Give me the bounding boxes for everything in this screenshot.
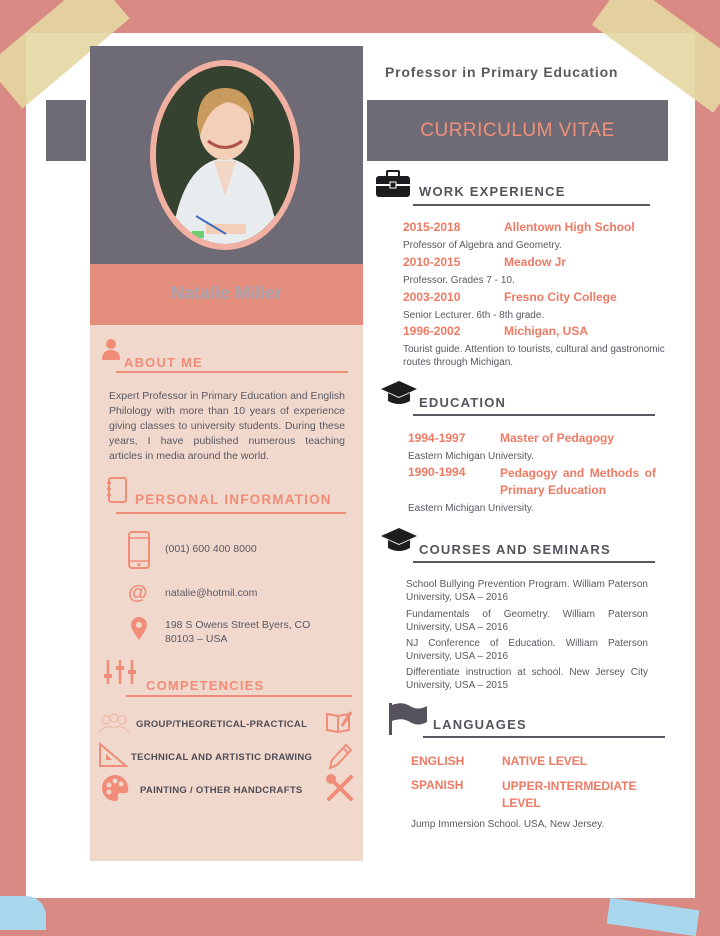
decor-block xyxy=(46,100,86,161)
book-pencil-icon xyxy=(325,710,353,739)
work-place: Meadow Jr xyxy=(504,255,567,269)
divider xyxy=(413,561,655,563)
work-years: 2003-2010 xyxy=(403,290,461,304)
courses-heading: COURSES AND SEMINARS xyxy=(419,542,611,557)
competency-item: PAINTING / OTHER HANDCRAFTS xyxy=(140,785,303,796)
course-item: NJ Conference of Education. William Paterson University, USA – 2016 xyxy=(406,638,648,662)
work-heading: WORK EXPERIENCE xyxy=(419,184,566,199)
course-item: Fundamentals of Geometry. William Paterson University, USA – 2016 xyxy=(406,609,648,633)
education-title: Pedagogy and Methods of Primary Education xyxy=(500,466,656,497)
graduation-cap-icon xyxy=(380,527,418,558)
profile-photo xyxy=(156,66,294,244)
work-desc: Senior Lecturer. 6th - 8th grade. xyxy=(403,310,545,321)
divider xyxy=(413,204,650,206)
competencies-heading: COMPETENCIES xyxy=(146,678,265,693)
education-heading: EDUCATION xyxy=(419,395,507,410)
location-pin-icon xyxy=(130,617,148,646)
education-years: 1990-1994 xyxy=(408,465,466,479)
email-address: natalie@hotmil.com xyxy=(165,587,258,599)
about-text: Expert Professor in Primary Education and English Philology with more than 10 years of experience giving classes to university students. During these years, I have published numerous teaching articles in media around the world. xyxy=(109,390,345,462)
personal-heading: PERSONAL INFORMATION xyxy=(135,492,332,507)
divider xyxy=(116,371,348,373)
pencil-icon xyxy=(326,742,352,775)
phone-number: (001) 600 400 8000 xyxy=(165,543,257,555)
work-years: 2015-2018 xyxy=(403,220,461,234)
competency-item: TECHNICAL AND ARTISTIC DRAWING xyxy=(131,752,313,763)
education-title: Master of Pedagogy xyxy=(500,431,615,445)
work-years: 2010-2015 xyxy=(403,255,461,269)
user-icon xyxy=(100,338,122,365)
divider xyxy=(116,512,346,514)
education-desc: Eastern Michigan University. xyxy=(408,503,534,514)
language-name: ENGLISH xyxy=(411,754,465,768)
divider xyxy=(126,695,352,697)
cv-title: CURRICULUM VITAE xyxy=(420,120,615,141)
address-line-2: 80103 – USA xyxy=(165,633,228,645)
language-level: NATIVE LEVEL xyxy=(502,754,588,768)
work-place: Michigan, USA xyxy=(504,324,589,338)
language-level: UPPER-INTERMEDIATE LEVEL xyxy=(502,779,637,810)
languages-heading: LANGUAGES xyxy=(433,717,527,732)
email-icon: @ xyxy=(128,582,148,604)
group-icon xyxy=(97,712,131,739)
work-years: 1996-2002 xyxy=(403,324,461,338)
palette-icon xyxy=(100,773,130,808)
notebook-icon xyxy=(106,477,128,508)
profession-title: Professor in Primary Education xyxy=(385,64,619,80)
candidate-name: Natalie Miller xyxy=(170,283,283,303)
sliders-icon xyxy=(103,658,137,691)
flag-icon xyxy=(388,702,428,741)
decor-shape xyxy=(607,898,700,936)
work-place: Allentown High School xyxy=(504,220,635,234)
work-desc: Professor of Algebra and Geometry. xyxy=(403,240,562,251)
phone-icon xyxy=(127,531,151,574)
language-note: Jump Immersion School. USA, New Jersey. xyxy=(411,819,605,830)
about-heading: ABOUT ME xyxy=(124,355,203,370)
course-item: Differentiate instruction at school. New Jersey City University, USA – 2015 xyxy=(406,667,648,691)
divider xyxy=(423,736,665,738)
work-desc: Professor. Grades 7 - 10. xyxy=(403,275,515,286)
tools-icon xyxy=(325,773,355,808)
briefcase-icon xyxy=(375,170,411,203)
address-line-1: 198 S Owens Street Byers, CO xyxy=(165,619,311,631)
divider xyxy=(413,414,655,416)
work-place: Fresno City College xyxy=(504,290,617,304)
education-years: 1994-1997 xyxy=(408,431,466,445)
graduation-cap-icon xyxy=(380,380,418,411)
work-desc: Tourist guide. Attention to tourists, cultural and gastronomic routes through Michigan. xyxy=(403,344,665,368)
course-item: School Bullying Prevention Program. William Paterson University, USA – 2016 xyxy=(406,579,648,603)
decor-shape xyxy=(0,896,46,930)
education-desc: Eastern Michigan University. xyxy=(408,451,534,462)
language-name: SPANISH xyxy=(411,778,464,792)
ruler-compass-icon xyxy=(98,740,128,773)
competency-item: GROUP/THEORETICAL-PRACTICAL xyxy=(136,719,308,730)
